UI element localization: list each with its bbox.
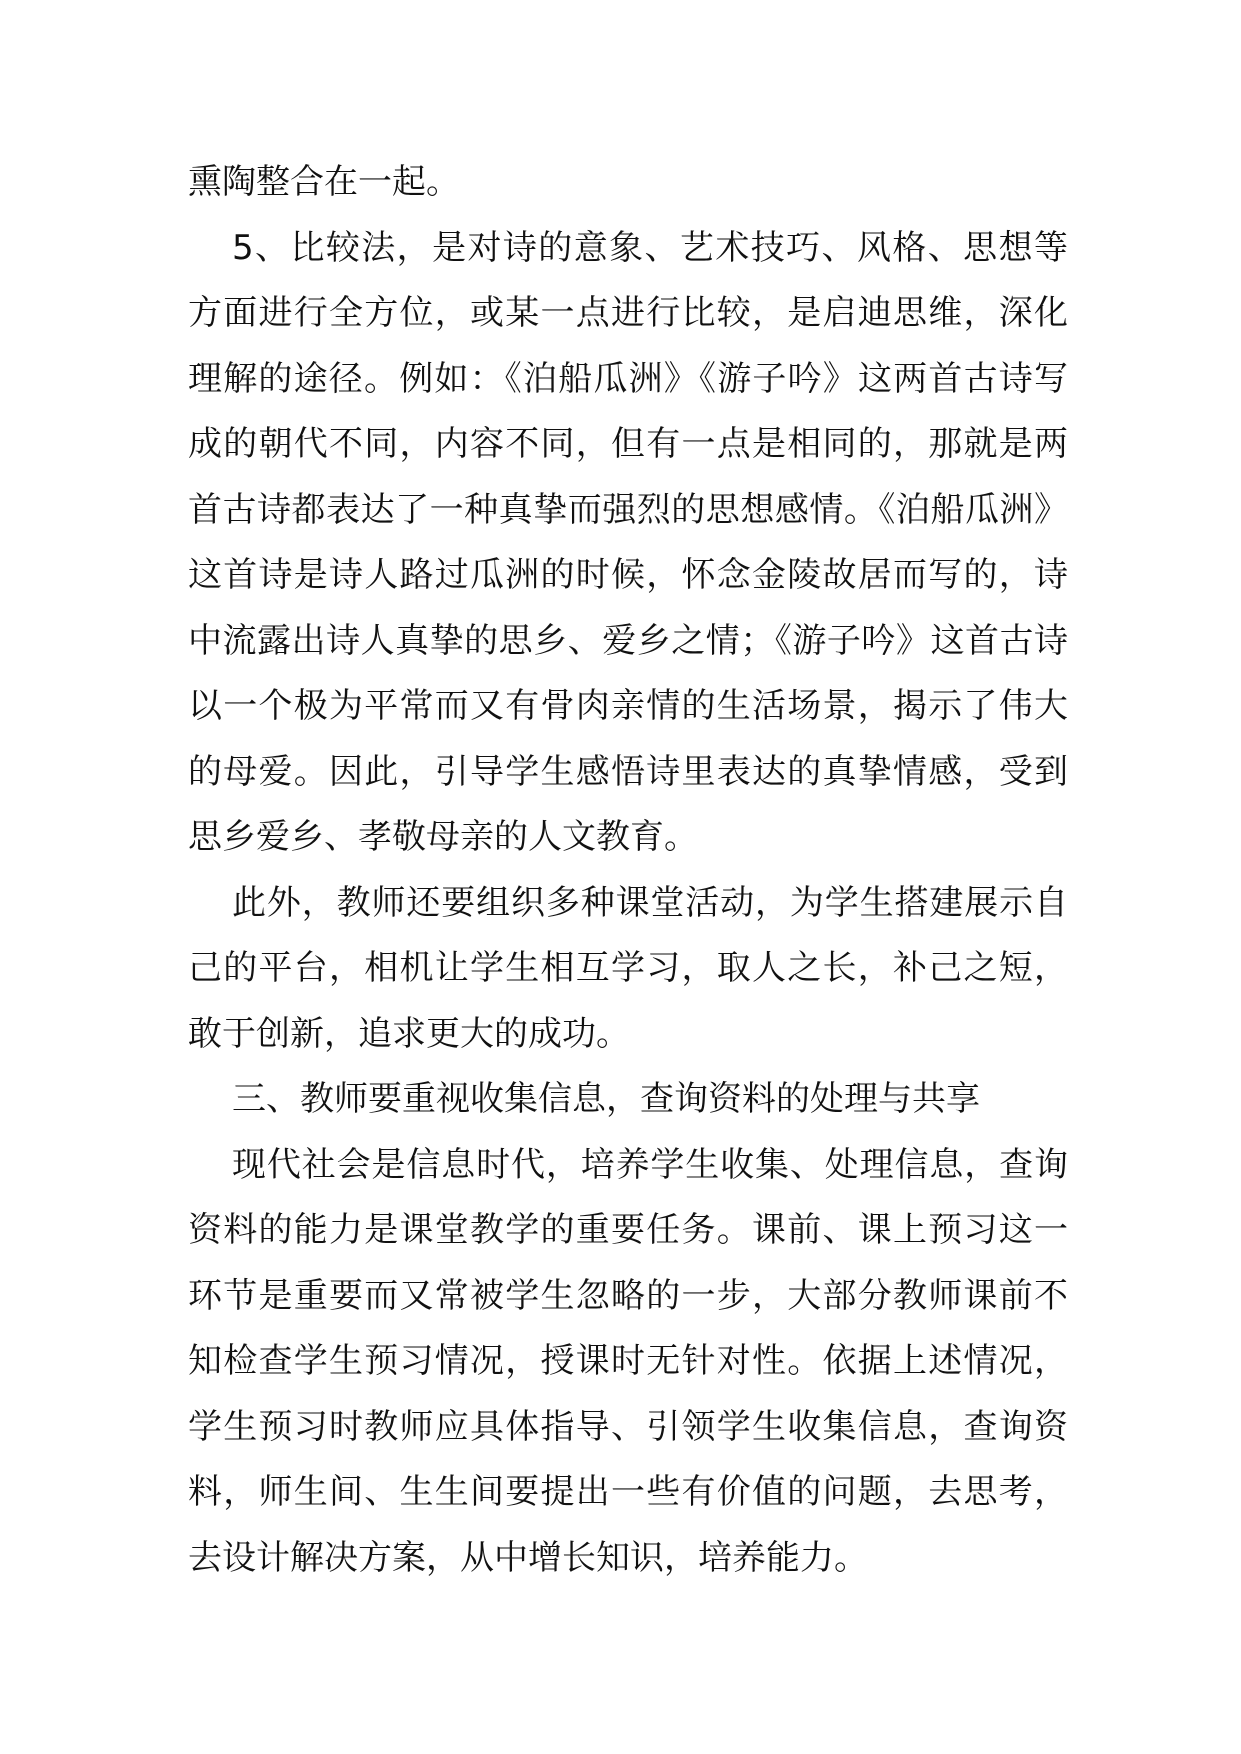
- paragraph-information-age: 现代社会是信息时代，培养学生收集、处理信息，查询资料的能力是课堂教学的重要任务。课前、课上预习这一环节是重要而又常被学生忽略的一步，大部分教师课前不知检查学生预习情况，授课时无针对性。依据上述情况，学生预习时教师应具体指导、引领学生收集信息，查询资料，师生间、生生间要提出一些有价值的问题，去思考，去设计解决方案，从中增长知识，培养能力。: [188, 1144, 1068, 1578]
- paragraph-classroom-activities: 此外，教师还要组织多种课堂活动，为学生搭建展示自己的平台，相机让学生相互学习，取人之长，补己之短，敢于创新，追求更大的成功。: [188, 882, 1068, 1054]
- paragraph-comparison-method: 5、比较法，是对诗的意象、艺术技巧、风格、思想等方面进行全方位，或某一点进行比较，是启迪思维，深化理解的途径。例如：《泊船瓜洲》《游子吟》这两首古诗写成的朝代不同，内容不同，但有一点是相同的，那就是两首古诗都表达了一种真挚而强烈的思想感情。《泊船瓜洲》这首诗是诗人路过瓜洲的时候，怀念金陵故居而写的，诗中流露出诗人真挚的思乡、爱乡之情；《游子吟》这首古诗以一个极为平常而又有骨肉亲情的生活场景，揭示了伟大的母爱。因此，引导学生感悟诗里表达的真挚情感，受到思乡爱乡、孝敬母亲的人文教育。: [188, 227, 1068, 857]
- paragraph-continuation: 熏陶整合在一起。: [188, 162, 460, 202]
- document-body: [188, 150, 1068, 1591]
- section-heading-information: 三、教师要重视收集信息，查询资料的处理与共享: [232, 1079, 980, 1119]
